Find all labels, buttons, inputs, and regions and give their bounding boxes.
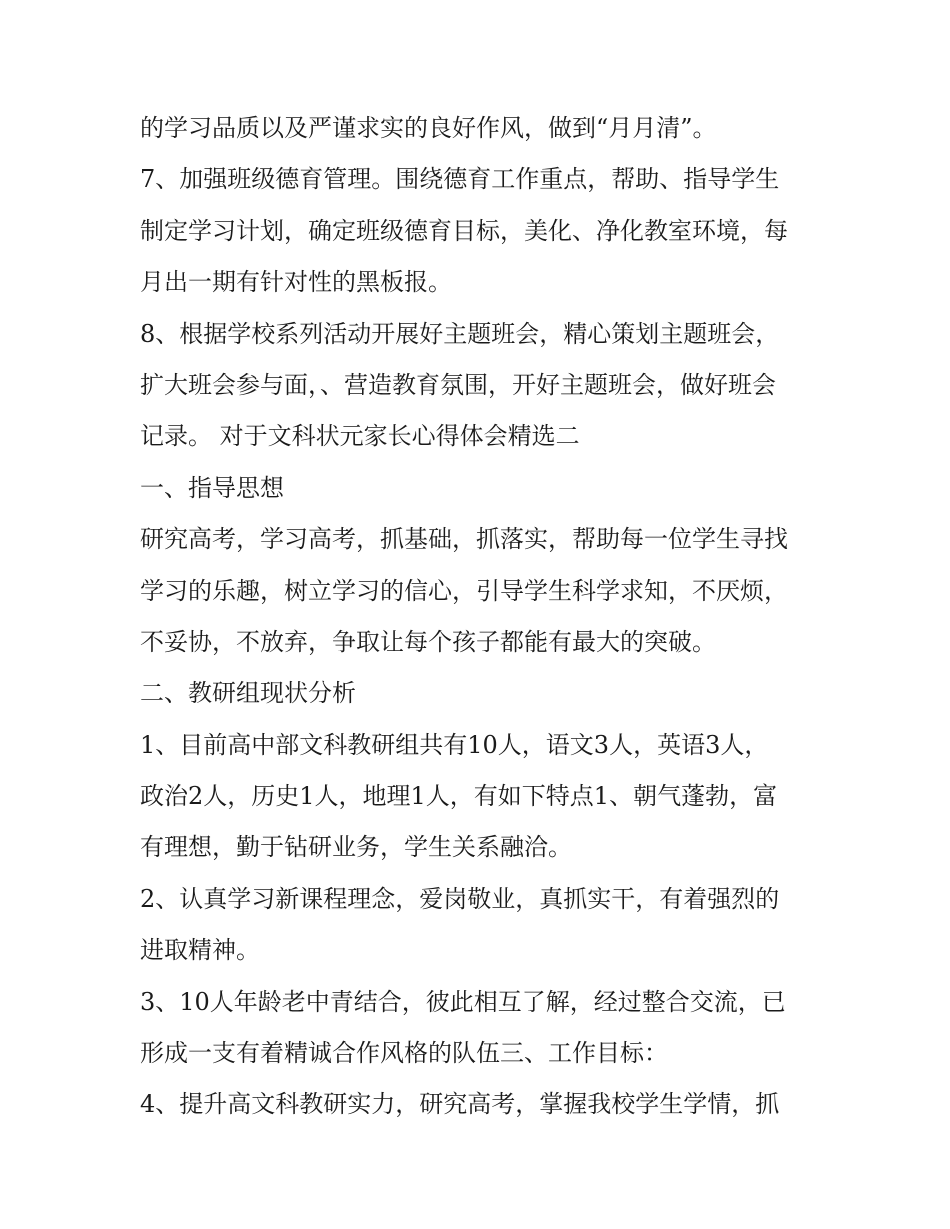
text-line: 1、目前高中部文科教研组共有10人，语文3人，英语3人， — [140, 730, 769, 759]
text-line: 不妥协，不放弃，争取让每个孩子都能有最大的突破。 — [140, 627, 716, 656]
text-line: 政治2人，历史1人，地理1人，有如下特点1、朝气蓬勃，富 — [140, 782, 778, 811]
document-body — [140, 103, 830, 1131]
text-line: 的学习品质以及严谨求实的良好作风，做到“月月清”。 — [140, 114, 717, 142]
text-line: 进取精神。 — [140, 936, 260, 965]
text-line: 4、提升高文科教研实力，研究高考，掌握我校学生学情，抓 — [140, 1090, 780, 1119]
text-line: 学习的乐趣，树立学习的信心，引导学生科学求知，不厌烦， — [140, 576, 788, 605]
text-line: 记录。 对于文科状元家长心得体会精选二 — [140, 422, 580, 451]
text-line: 7、加强班级德育管理。围绕德育工作重点，帮助、指导学生 — [140, 165, 780, 194]
text-line: 2、认真学习新课程理念，爱岗敬业，真抓实干，有着强烈的 — [140, 884, 780, 913]
text-line: 制定学习计划，确定班级德育目标，美化、净化教室环境，每 — [140, 216, 788, 245]
section-heading: 一、指导思想 — [140, 473, 284, 502]
text-line: 扩大班会参与面，、营造教育氛围，开好主题班会，做好班会 — [140, 370, 776, 399]
text-line: 3、10人年龄老中青结合，彼此相互了解，经过整合交流，已 — [140, 987, 786, 1016]
text-line: 研究高考，学习高考，抓基础，抓落实，帮助每一位学生寻找 — [140, 525, 788, 554]
section-heading: 二、教研组现状分析 — [140, 679, 356, 708]
text-line: 形成一支有着精诚合作风格的队伍三、工作目标： — [140, 1039, 668, 1068]
text-line: 8、根据学校系列活动开展好主题班会，精心策划主题班会， — [140, 319, 780, 348]
text-line: 月出一期有针对性的黑板报。 — [140, 268, 452, 297]
text-line: 有理想，勤于钻研业务，学生关系融洽。 — [140, 833, 572, 862]
